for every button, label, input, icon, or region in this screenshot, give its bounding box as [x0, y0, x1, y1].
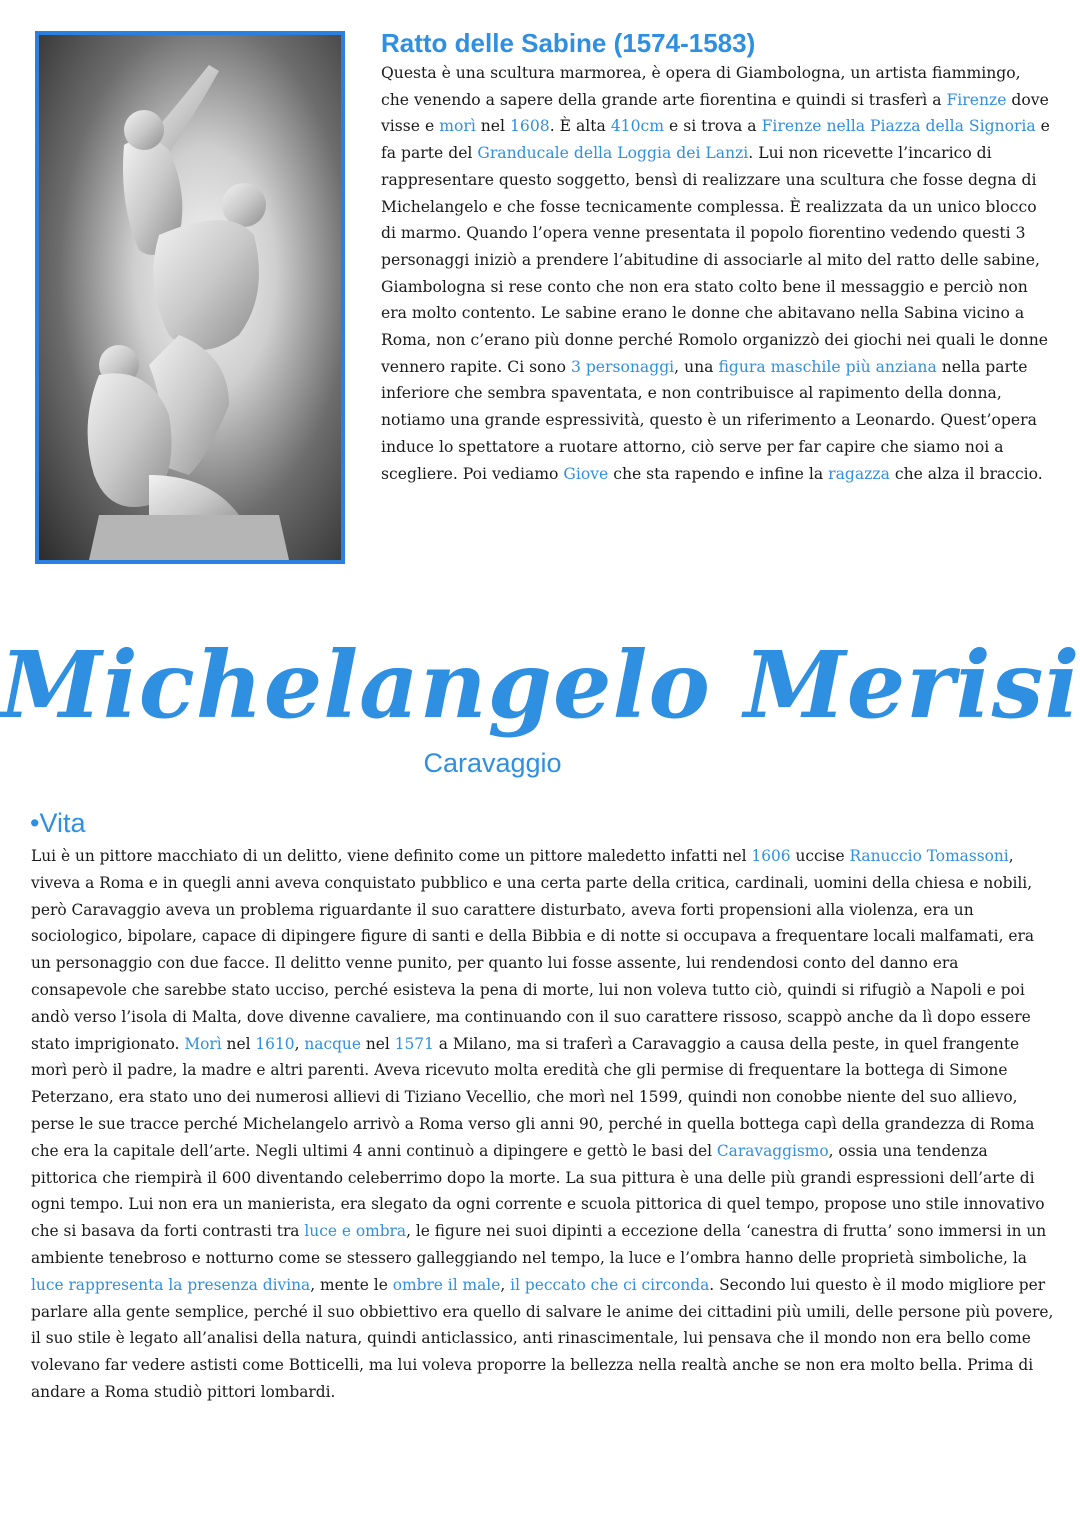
text-run: che sta rapendo e infine la: [608, 464, 829, 483]
text-run: nel: [360, 1034, 395, 1053]
artist-name-heading: Michelangelo Merisi: [0, 631, 1080, 739]
highlight-figura: figura maschile più anziana: [718, 357, 937, 376]
text-run: , viveva a Roma e in quegli anni aveva conquistato pubblico e una certa parte della critica, cardinali, uomini della chiesa e nobili, però Caravaggio aveva un problema riguardante il suo carattere disturbato, aveva forti propensioni alla violenza, era un sociologico, bipolare, capace di dipingere figure di santi e della Bibbia e di notte si occupava a frequentare locali malfamati, era un personaggio con due facce. Il delitto venne punito, per quanto lui fosse assente, lui rendendosi conto del danno era consapevole che sarebbe stato ucciso, perché esisteva la pena di morte, lui non voleva tutto ciò, quindi si rifugiò a Napoli e poi andò verso l’isola di Malta, dove divenne cavaliere, ma continuando con il suo carattere rissoso, scappò anche da lì dopo essere stato imprigionato.: [31, 847, 1035, 1053]
highlight-giove: Giove: [563, 464, 609, 483]
highlight-1571: 1571: [394, 1034, 434, 1053]
text-run: , mente le: [310, 1275, 393, 1294]
text-run: Questa è una scultura marmorea, è opera di Giambologna, un artista fiammingo, che venendo a sapere della grande arte fiorentina e quindi si trasferì a: [381, 64, 1021, 109]
text-run: uccise: [790, 847, 850, 865]
text-run: Lui è un pittore macchiato di un delitto, viene definito come un pittore maledetto infatti nel: [31, 847, 752, 865]
highlight-nacque: nacque: [304, 1034, 361, 1053]
highlight-mori: Morì: [184, 1034, 222, 1053]
highlight-luce-divina: luce rappresenta la presenza divina: [31, 1275, 311, 1294]
artist-nickname: Caravaggio: [423, 748, 562, 778]
highlight-height: 410cm: [610, 117, 665, 136]
highlight-ombre-male: ombre il male: [392, 1275, 501, 1294]
highlight-mori: morì: [439, 117, 476, 136]
highlight-ragazza: ragazza: [828, 464, 890, 483]
sculpture-figure-icon: [39, 35, 341, 560]
text-run: dove visse e: [381, 90, 1049, 136]
text-run: , le figure nei suoi dipinti a eccezione della ‘canestra di frutta’ sono immersi in un ambiente tenebroso e notturno come se stessero galleggiando nel tempo, la luce e l’ombra hanno delle proprietà simboliche, la: [31, 1222, 1047, 1267]
highlight-ranuccio: Ranuccio Tomassoni: [849, 847, 1009, 865]
text-run: nella parte inferiore che sembra spaventata, e non contribuisce al rapimento della donna, notiamo una grande espressività, questo è un riferimento a Leonardo. Quest’opera induce lo spettatore a ruotare attorno, ciò serve per far capire che siamo noi a scegliere. Poi vediamo: [381, 357, 1037, 483]
vita-heading: •Vita: [30, 808, 86, 838]
highlight-loggia: Granducale della Loggia dei Lanzi: [477, 144, 749, 163]
text-run: , ossia una tendenza pittorica che riempirà il 600 diventando celeberrimo dopo la morte. La sua pittura è una delle più grandi espressioni dell’arte di ogni tempo. Lui non era un manierista, era slegato da ogni corrente e scuola pittorica di quel tempo, propose uno stile innovativo che si basava da forti contrasti tra: [31, 1141, 1045, 1241]
text-run: . È alta: [549, 117, 611, 136]
text-run: . Lui non ricevette l’incarico di rappresentare questo soggetto, bensì di realizzare una scultura che fosse degna di Michelangelo e che fosse tecnicamente complessa. È realizzata da un unico blocco di marmo. Quando l’opera venne presentata il popolo fiorentino vedendo questi 3 personaggi iniziò a prendere l’abitudine di associarle al mito del ratto delle sabine, Giambologna si rese conto che non era stato colto bene il messaggio e perciò non era molto contento. Le sabine erano le donne che abitavano nella Sabina vicino a Roma, non c’erano più donne perché Romolo organizzò dei giochi nei quali le donne vennero rapite. Ci sono: [381, 144, 1048, 376]
sculpture-paragraph: [381, 60, 1051, 487]
highlight-firenze: Firenze: [946, 90, 1007, 109]
highlight-piazza: Firenze nella Piazza della Signoria: [761, 117, 1036, 136]
highlight-personaggi: 3 personaggi: [570, 357, 675, 376]
sculpture-description: [381, 28, 1051, 487]
highlight-luce-ombra: luce e ombra: [304, 1222, 407, 1241]
text-run: a Milano, ma si traferì a Caravaggio a causa della peste, in quel frangente morì però il padre, la madre e altri parenti. Aveva ricevuto molta eredità che gli permise di frequentare la bottega di Simone Peterzano, era stato uno dei numerosi allievi di Tiziano Vecellio, che morì nel 1599, quindi non conobbe niente del suo allievo, perse le sue tracce perché Michelangelo arrivò a Roma verso gli anni 90, perché in quella bottega capì della grandezza di Roma che era la capitale dell’arte. Negli ultimi 4 anni continuò a dipingere e gettò le basi del: [31, 1034, 1035, 1160]
sculpture-title: Ratto delle Sabine (1574-1583): [381, 28, 756, 58]
highlight-caravaggismo: Caravaggismo: [716, 1141, 829, 1160]
text-run: . Secondo lui questo è il modo migliore per parlare alla gente semplice, perché il suo obbiettivo era quello di salvare le anime dei cittadini più umili, delle persone più povere, il suo stile è legato all’analisi della natura, quindi anticlassico, anti rinascimentale, lui pensava che il mondo non era bello come volevano far vedere astisti come Botticelli, ma lui voleva proporre la bellezza nella realtà anche se non era molto bella. Prima di andare a Roma studiò pittori lombardi.: [31, 1275, 1054, 1401]
vita-paragraph: [31, 843, 1056, 1406]
text-run: ,: [294, 1034, 305, 1053]
text-run: ,: [500, 1275, 511, 1294]
highlight-1606: 1606: [751, 847, 791, 865]
text-run: e si trova a: [664, 117, 762, 136]
text-run: , una: [674, 357, 719, 376]
sculpture-photo: [35, 31, 345, 564]
highlight-1608: 1608: [510, 117, 550, 136]
highlight-peccato: il peccato che ci circonda: [510, 1275, 710, 1294]
highlight-1610: 1610: [255, 1034, 295, 1053]
text-run: nel: [221, 1034, 256, 1053]
text-run: che alza il braccio.: [889, 464, 1043, 483]
text-run: nel: [475, 117, 510, 136]
text-run: e fa parte del: [381, 117, 1050, 163]
